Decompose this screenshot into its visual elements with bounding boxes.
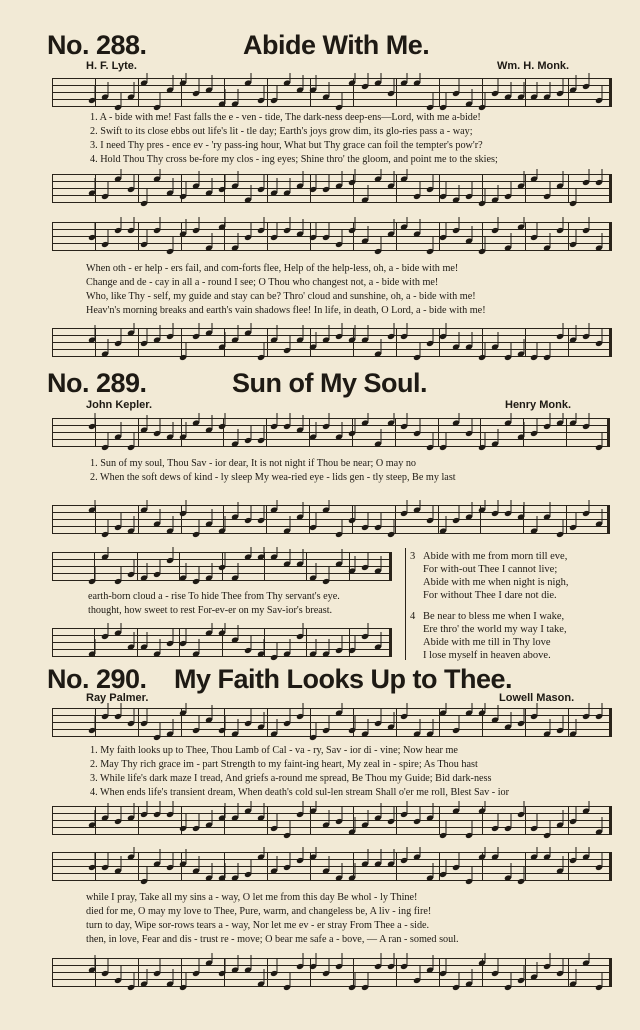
verse-number: 4 (410, 611, 416, 622)
verse-line: Ere thro' the world my way I take, (423, 624, 567, 635)
hymn-288-composer: Wm. H. Monk. (497, 60, 570, 72)
hymn-290-lyricist: Ray Palmer. (86, 692, 149, 704)
lyric-line: turn to day, Wipe sor-rows tears a - way, Nor let me ev - er stray From Thee a - side. (86, 920, 430, 931)
lyric-line: then, in love, Fear and dis - trust re - move; O bear me safe a - bove, — A ran - somed soul. (86, 934, 459, 945)
verse-line: Abide with me till in Thy love (423, 637, 551, 648)
verse-line: Be near to bless me when I wake, (423, 611, 565, 622)
hymn-290-composer: Lowell Mason. (499, 692, 575, 704)
treble-staff (52, 852, 612, 881)
treble-staff (52, 708, 612, 737)
verse-line: For without Thee I dare not die. (423, 590, 557, 601)
lyric-line: 4. Hold Thou Thy cross be-fore my clos - ing eyes; Shine thro' the gloom, and point me to the skies; (90, 154, 498, 165)
hymn-288-title: Abide With Me. (243, 30, 430, 60)
lyric-line: earth-born cloud a - rise To hide Thee from Thy servant's eye. (88, 591, 340, 602)
lyrics-block (88, 590, 340, 618)
lyric-line: Change and de - cay in all a - round I see; O Thou who changest not, a - bide with me! (86, 277, 439, 288)
lyric-line: 1. A - bide with me! Fast falls the e - ven - tide, The dark-ness deep-ens—Lord, with me a-bide! (90, 112, 481, 123)
hymn-289-title: Sun of My Soul. (232, 368, 427, 398)
lyric-line: died for me, O may my love to Thee, Pure, warm, and changeless be, A liv - ing fire! (86, 906, 432, 917)
lyric-line: 1. Sun of my soul, Thou Sav - ior dear, It is not night if Thou be near; O may no (90, 458, 417, 469)
verse-line: For with-out Thee I cannot live; (423, 564, 558, 575)
treble-staff (52, 78, 612, 107)
lyrics-block (90, 744, 509, 800)
hymn-290-number: No. 290. (47, 664, 147, 694)
bass-staff (52, 628, 392, 657)
lyric-line: Who, like Thy - self, my guide and stay can be? Thro' cloud and sunshine, oh, a - bide with me! (86, 291, 476, 302)
verse-number: 3 (410, 551, 416, 562)
lyric-line: When oth - er help - ers fail, and com-forts flee, Help of the help-less, oh, a - bide with me! (86, 263, 459, 274)
treble-staff (52, 552, 392, 581)
lyrics-block (90, 111, 498, 167)
hymn-289-lyricist: John Kepler. (86, 399, 153, 411)
verse-line: Abide with me when night is nigh, (423, 577, 569, 588)
lyric-line: 3. I need Thy pres - ence ev - 'ry pass-ing hour, What but Thy grace can foil the tempter's pow'r? (90, 140, 483, 151)
bass-staff (52, 174, 612, 203)
lyric-line: 2. Swift to its close ebbs out life's lit - tle day; Earth's joys grow dim, its glo-ries pass a - way; (90, 126, 473, 137)
lyric-line: 4. When ends life's transient dream, When death's cold sul-len stream Shall o'er me roll, Blest Sav - ior (90, 787, 510, 798)
bass-staff (52, 505, 610, 534)
verse-divider (405, 548, 406, 660)
lyrics-block (86, 891, 459, 947)
lyric-line: Heav'n's morning breaks and earth's vain shadows flee! In life, in death, O Lord, a - bide with me! (86, 305, 486, 316)
verse-line: Abide with me from morn till eve, (423, 551, 568, 562)
bass-staff (52, 806, 612, 835)
bass-staff (52, 958, 612, 987)
verse-line: I lose myself in heaven above. (423, 650, 551, 661)
lyric-line: 2. May Thy rich grace im - part Strength to my faint-ing heart, My zeal in - spire; As Thou hast (90, 759, 478, 770)
hymn-290-title: My Faith Looks Up to Thee. (174, 664, 513, 694)
lyric-line: 3. While life's dark maze I tread, And griefs a-round me spread, Be Thou my Guide; Bid dark-ness (90, 773, 492, 784)
hymn-288-number: No. 288. (47, 30, 147, 60)
hymn-288-lyricist: H. F. Lyte. (86, 60, 137, 72)
lyrics-block (90, 457, 456, 485)
lyric-line: 1. My faith looks up to Thee, Thou Lamb of Cal - va - ry, Sav - ior di - vine; Now hear me (90, 745, 458, 756)
treble-staff (52, 222, 612, 251)
lyric-line: thought, how sweet to rest For-ev-er on my Sav-ior's breast. (88, 605, 333, 616)
lyric-line: while I pray, Take all my sins a - way, O let me from this day Be whol - ly Thine! (86, 892, 418, 903)
hymn-289-composer: Henry Monk. (505, 399, 572, 411)
treble-staff (52, 418, 610, 447)
lyrics-block (86, 262, 486, 318)
lyric-line: 2. When the soft dews of kind - ly sleep My wea-ried eye - lids gen - tly steep, Be my last (90, 472, 456, 483)
bass-staff (52, 328, 612, 357)
hymn-289-number: No. 289. (47, 368, 147, 398)
